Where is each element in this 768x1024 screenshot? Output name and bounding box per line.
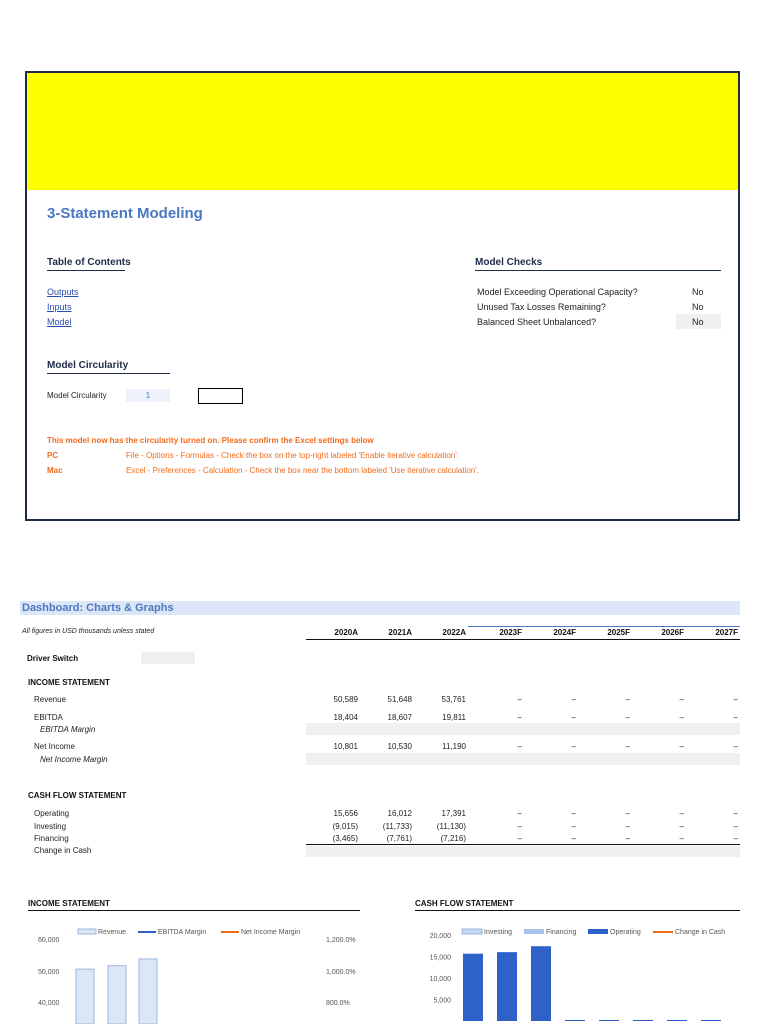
investing-value: (11,130) — [436, 822, 466, 831]
operating-value: – — [733, 809, 738, 818]
income-chart-title-underline — [28, 910, 360, 911]
financing-value: – — [571, 834, 576, 843]
forecast-bracket-line — [468, 626, 740, 627]
check-value: No — [692, 302, 704, 312]
year-header: 2024F — [553, 628, 576, 637]
net-income-value: 11,190 — [442, 742, 466, 751]
cash-flow-chart-title: CASH FLOW STATEMENT — [415, 899, 514, 908]
cash-flow-chart-title-underline — [415, 910, 740, 911]
investing-value: – — [679, 822, 684, 831]
ebitda-value: 18,404 — [333, 713, 358, 722]
revenue-value: – — [679, 695, 684, 704]
net-income-value: – — [625, 742, 630, 751]
page-title: 3-Statement Modeling — [47, 205, 203, 222]
year-header: 2020A — [334, 628, 358, 637]
net-income-value: – — [733, 742, 738, 751]
net-income-value: 10,801 — [333, 742, 358, 751]
ebitda-value: 19,811 — [442, 713, 466, 722]
y-tick-left: 60,000 — [38, 937, 60, 944]
financing-underline — [306, 844, 740, 845]
revenue-value: – — [517, 695, 522, 704]
legend-label: Net Income Margin — [241, 929, 301, 936]
mac-label: Mac — [47, 466, 63, 475]
year-header: 2027F — [715, 628, 738, 637]
check-label: Balanced Sheet Unbalanced? — [477, 317, 597, 327]
y-tick: 20,000 — [429, 933, 451, 940]
ebitda-label: EBITDA — [34, 713, 63, 722]
revenue-bar — [76, 969, 94, 1024]
circularity-toggle-box[interactable] — [198, 388, 243, 404]
financing-value: (7,761) — [386, 834, 412, 843]
cash-flow-heading: CASH FLOW STATEMENT — [28, 791, 127, 800]
revenue-bar — [108, 966, 126, 1024]
income-chart — [28, 915, 368, 1024]
ebitda-margin-row — [306, 723, 740, 735]
legend-label: Revenue — [98, 929, 127, 936]
y-tick-right: 1,000.0% — [326, 969, 356, 976]
legend-label: EBITDA Margin — [158, 929, 207, 936]
investing-value: – — [517, 822, 522, 831]
operating-value: – — [571, 809, 576, 818]
investing-value: (11,733) — [382, 822, 412, 831]
model-checks-heading: Model Checks — [475, 257, 543, 268]
financing-value: – — [625, 834, 630, 843]
circularity-label: Model Circularity — [47, 391, 107, 400]
ebitda-value: – — [517, 713, 522, 722]
financing-label: Financing — [34, 834, 69, 843]
operating-bar — [463, 954, 483, 1021]
circularity-heading: Model Circularity — [47, 360, 129, 371]
revenue-label: Revenue — [34, 695, 67, 704]
legend-label: Operating — [610, 929, 641, 936]
net-income-margin-label: Net Income Margin — [40, 755, 108, 764]
circularity-underline — [47, 373, 170, 374]
net-income-label: Net Income — [34, 742, 75, 751]
dashboard-title: Dashboard: Charts & Graphs — [22, 602, 174, 614]
circularity-input-cell[interactable] — [126, 389, 170, 402]
revenue-value: 50,589 — [333, 695, 358, 704]
investing-value: – — [625, 822, 630, 831]
y-tick-left: 40,000 — [38, 1000, 60, 1007]
net-income-value: – — [679, 742, 684, 751]
circularity-value: 1 — [145, 391, 151, 400]
revenue-bar — [139, 959, 157, 1024]
change-in-cash-label: Change in Cash — [34, 846, 92, 855]
operating-label: Operating — [34, 809, 70, 818]
legend-label: Financing — [546, 929, 577, 936]
investing-label: Investing — [34, 822, 67, 831]
legend-label: Change in Cash — [675, 929, 726, 936]
net-income-value: – — [517, 742, 522, 751]
financing-value: – — [517, 834, 522, 843]
operating-value: – — [625, 809, 630, 818]
investing-value: (9,015) — [332, 822, 358, 831]
financing-value: – — [733, 834, 738, 843]
driver-switch-label: Driver Switch — [27, 654, 79, 663]
investing-value: – — [733, 822, 738, 831]
operating-value: 17,391 — [441, 809, 466, 818]
operating-bar — [633, 1020, 653, 1021]
year-header: 2023F — [499, 628, 522, 637]
pc-instructions: File - Options - Formulas - Check the box on the top-right labeled 'Enable iterative calculation'. — [126, 451, 459, 460]
investing-value: – — [571, 822, 576, 831]
year-header-underline — [306, 639, 740, 640]
y-tick-right: 1,200.0% — [326, 937, 356, 944]
operating-bar — [565, 1020, 585, 1021]
mac-instructions: Excel - Preferences - Calculation - Check the box near the bottom labeled 'Use iterative calculation'. — [126, 466, 480, 475]
year-header: 2022A — [442, 628, 466, 637]
operating-bar — [667, 1020, 687, 1021]
toc-link-model[interactable]: Model — [47, 317, 72, 327]
toc-link-outputs[interactable]: Outputs — [47, 287, 79, 297]
financing-value: – — [679, 834, 684, 843]
legend-swatch-investing — [462, 929, 482, 934]
legend-swatch-financing — [524, 929, 544, 934]
income-statement-heading: INCOME STATEMENT — [28, 678, 110, 687]
change-in-cash-row — [306, 846, 740, 857]
revenue-value: 51,648 — [387, 695, 412, 704]
revenue-value: – — [733, 695, 738, 704]
year-header: 2025F — [607, 628, 630, 637]
legend-swatch-revenue — [78, 929, 96, 934]
income-chart-title: INCOME STATEMENT — [28, 899, 110, 908]
operating-value: 16,012 — [387, 809, 412, 818]
ebitda-value: – — [571, 713, 576, 722]
ebitda-value: – — [679, 713, 684, 722]
financing-value: (3,465) — [332, 834, 358, 843]
year-header: 2021A — [388, 628, 412, 637]
revenue-value: – — [571, 695, 576, 704]
check-label: Unused Tax Losses Remaining? — [477, 302, 606, 312]
toc-heading: Table of Contents — [47, 257, 131, 268]
operating-bar — [497, 952, 517, 1021]
model-checks-underline — [475, 270, 721, 271]
operating-bar — [701, 1020, 721, 1021]
legend-swatch-operating — [588, 929, 608, 934]
y-tick: 10,000 — [429, 976, 451, 983]
ebitda-value: – — [733, 713, 738, 722]
y-tick: 5,000 — [433, 997, 451, 1005]
check-value: No — [692, 317, 704, 327]
pc-label: PC — [47, 451, 59, 460]
toc-underline — [47, 270, 125, 271]
operating-value: 15,656 — [333, 809, 358, 818]
financing-value: (7,216) — [440, 834, 466, 843]
net-income-value: – — [571, 742, 576, 751]
driver-switch-input[interactable] — [141, 652, 195, 664]
year-header: 2026F — [661, 628, 684, 637]
revenue-value: 53,761 — [441, 695, 466, 704]
ebitda-margin-label: EBITDA Margin — [40, 725, 96, 734]
y-tick-right: 800.0% — [326, 1000, 350, 1007]
toc-link-inputs[interactable]: Inputs — [47, 302, 72, 312]
operating-value: – — [679, 809, 684, 818]
yellow-banner — [27, 73, 738, 190]
cash-flow-chart — [415, 915, 745, 1024]
check-value: No — [692, 287, 704, 297]
operating-value: – — [517, 809, 522, 818]
y-tick-left: 50,000 — [38, 969, 60, 976]
check-label: Model Exceeding Operational Capacity? — [477, 287, 638, 297]
ebitda-value: 18,607 — [387, 713, 412, 722]
operating-bar — [599, 1020, 619, 1021]
net-income-value: 10,530 — [387, 742, 412, 751]
operating-bar — [531, 946, 551, 1021]
legend-label: Investing — [484, 929, 513, 936]
net-income-margin-row — [306, 753, 740, 765]
ebitda-value: – — [625, 713, 630, 722]
y-tick: 15,000 — [429, 954, 451, 962]
circularity-notice: This model now has the circularity turned on. Please confirm the Excel settings below — [47, 436, 374, 445]
revenue-value: – — [625, 695, 630, 704]
units-note: All figures in USD thousands unless stated — [22, 628, 155, 635]
